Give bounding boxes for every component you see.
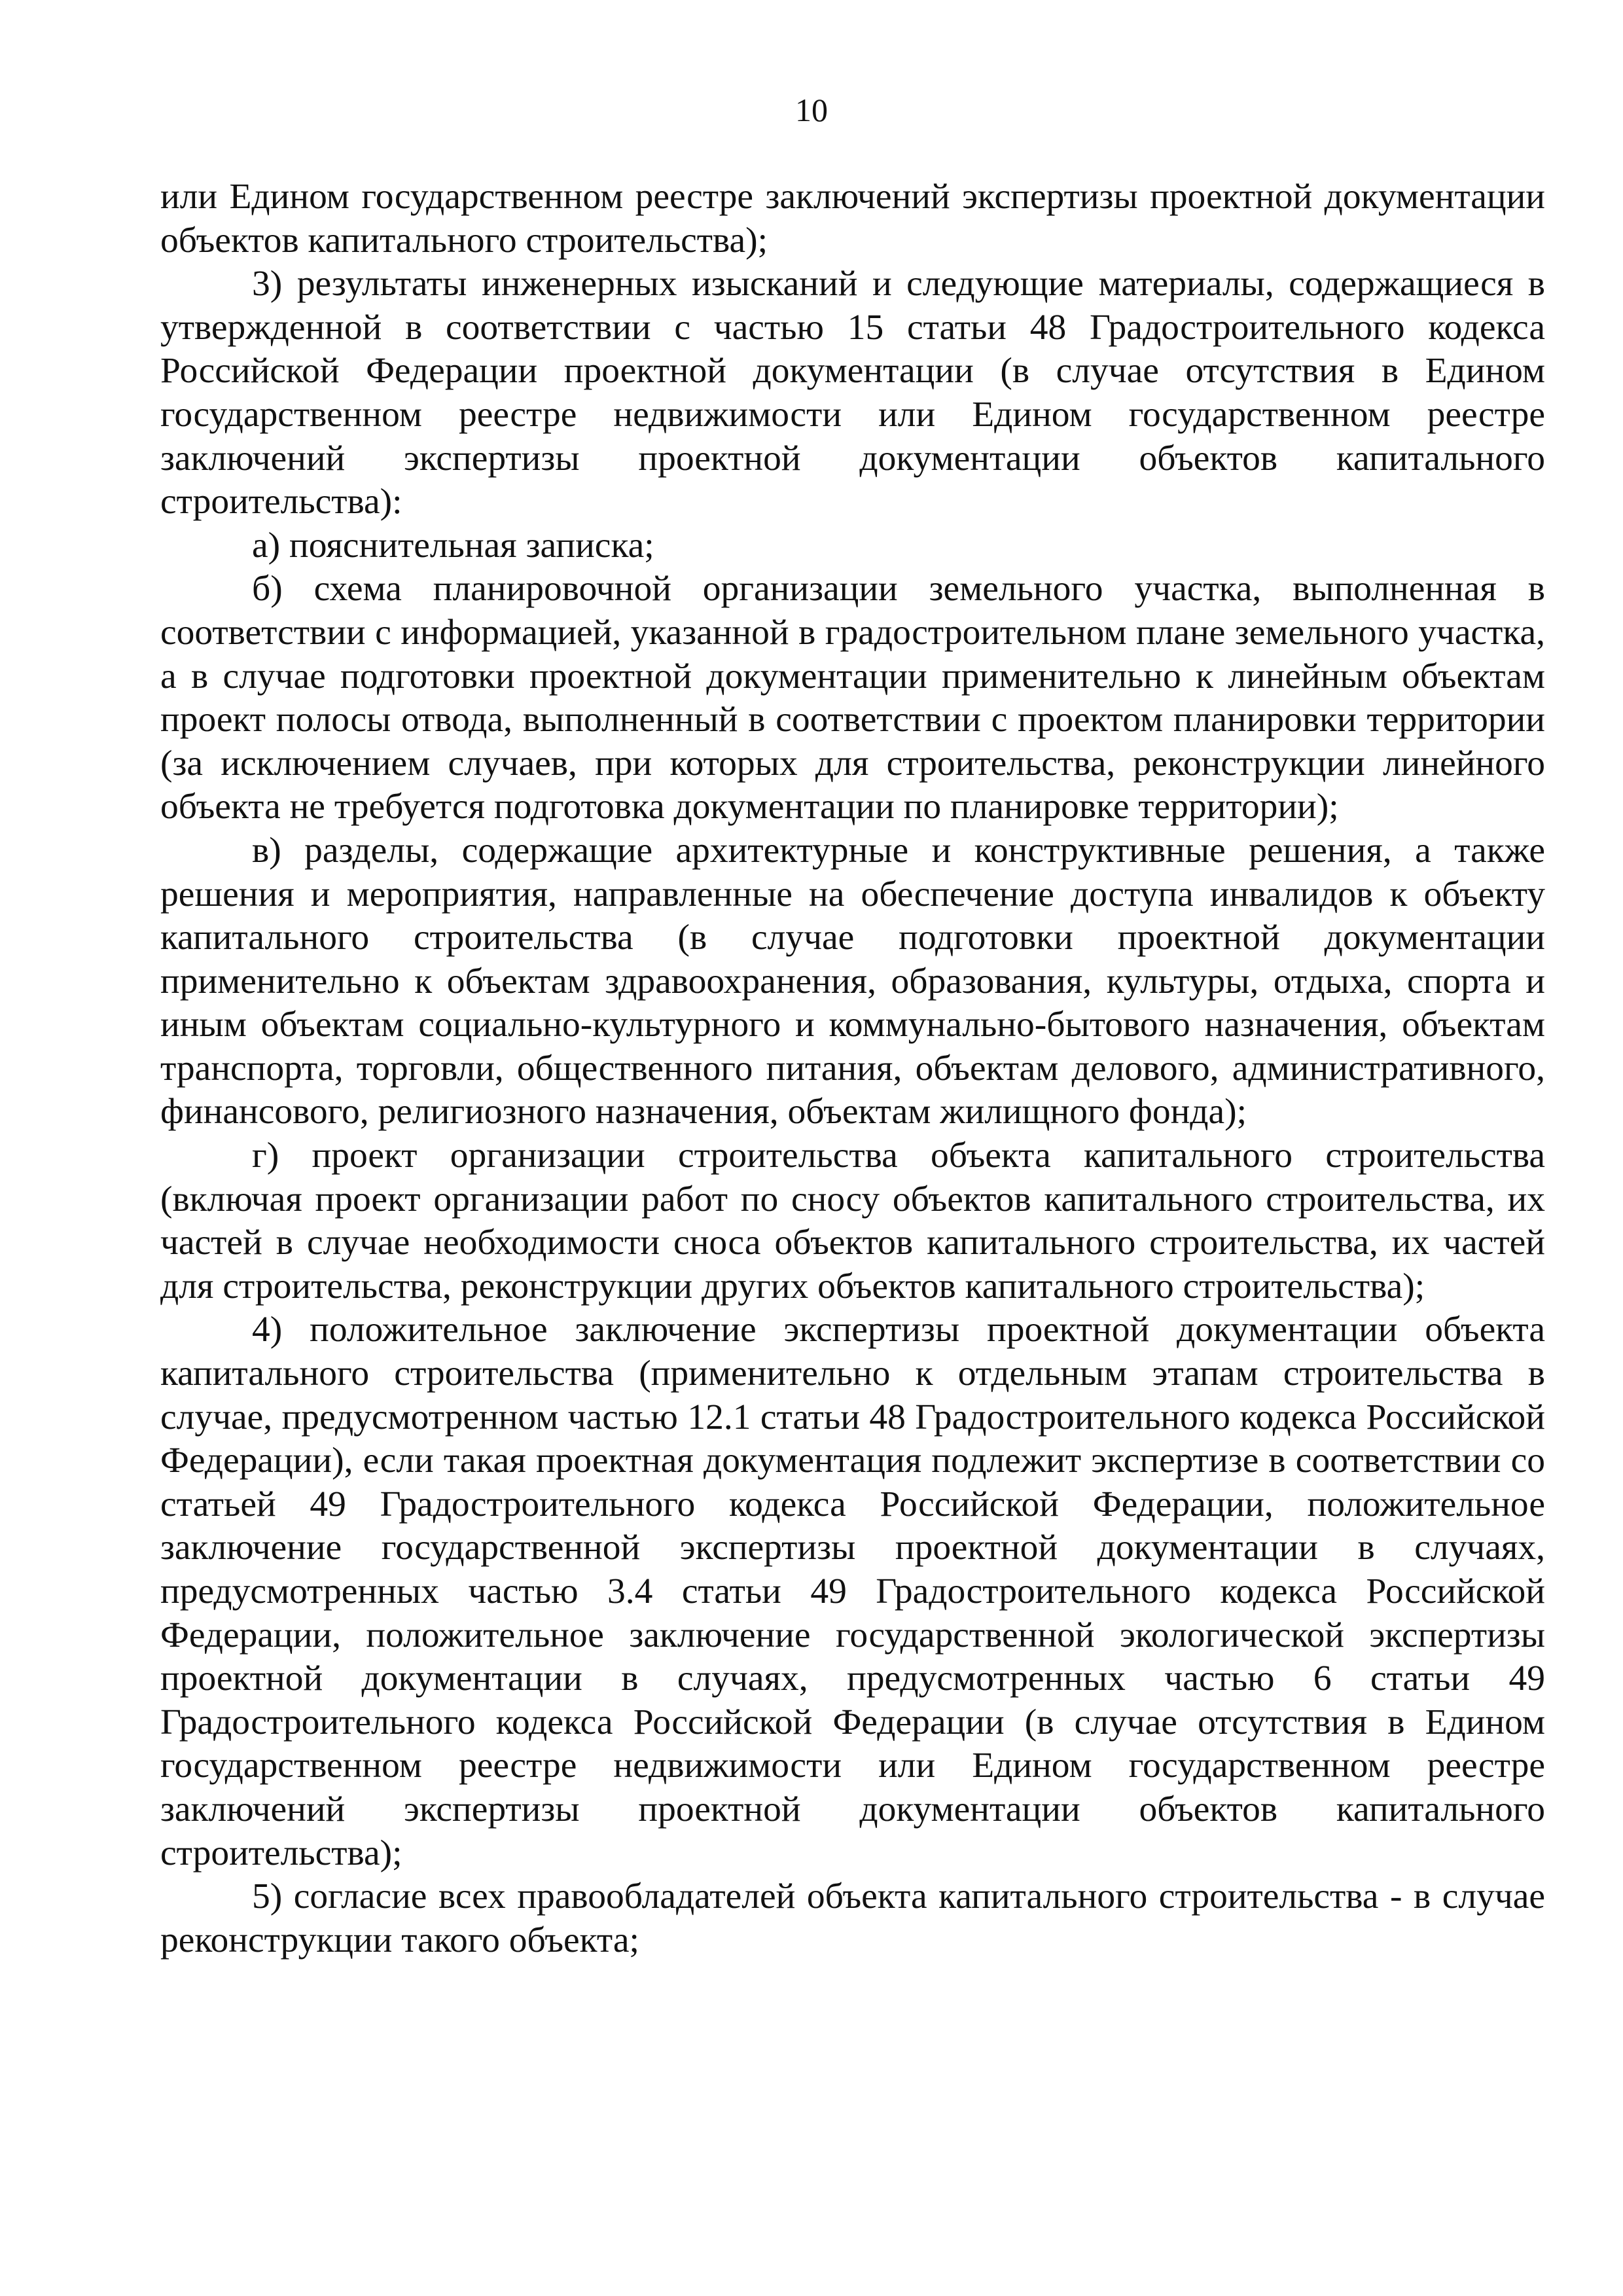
paragraph-item-3b: б) схема планировочной организации земельного участка, выполненная в соответствии с информацией, указанной в градостроительном плане земельного участка, а в случае подготовки проектной документации применительно к линейным объектам проект полосы отвода, выполненный в соответствии с проектом планировки территории (за исключением случаев, при которых для строительства, реконструкции линейного объекта не требуется подготовка документации по планировке территории); bbox=[160, 569, 1545, 827]
paragraph-item-3g: г) проект организации строительства объекта капитального строительства (включая проект организации работ по сносу объектов капитального строительства, их частей в случае необходимости сноса объектов капитального строительства, их частей для строительства, реконструкции других объектов капитального строительства); bbox=[160, 1136, 1545, 1306]
page-number: 10 bbox=[795, 92, 828, 128]
paragraph-continuation: или Едином государственном реестре заключений экспертизы проектной документации объектов капитального строительства); bbox=[160, 177, 1545, 260]
paragraph-item-3a: а) пояснительная записка; bbox=[252, 525, 654, 565]
paragraph-item-5: 5) согласие всех правообладателей объекта капитального строительства - в случае реконструкции такого объекта; bbox=[160, 1876, 1545, 1960]
document-body bbox=[160, 175, 1545, 1962]
paragraph-item-4: 4) положительное заключение экспертизы проектной документации объекта капитального строительства (применительно к отдельным этапам строительства в случае, предусмотренном частью 12.1 статьи 48 Градостроительного кодекса Российской Федерации), если такая проектная документация подлежит экспертизе в соответствии со статьей 49 Градостроительного кодекса Российской Федерации, положительное заключение государственной экспертизы проектной документации в случаях, предусмотренных частью 3.4 статьи 49 Градостроительного кодекса Российской Федерации, положительное заключение государственной экологической экспертизы проектной документации в случаях, предусмотренных частью 6 статьи 49 Градостроительного кодекса Российской Федерации (в случае отсутствия в Едином государственном реестре недвижимости или Едином государственном реестре заключений экспертизы проектной документации объектов капитального строительства); bbox=[160, 1310, 1545, 1873]
paragraph-item-3v: в) разделы, содержащие архитектурные и конструктивные решения, а также решения и мероприятия, направленные на обеспечение доступа инвалидов к объекту капитального строительства (в случае подготовки проектной документации применительно к объектам здравоохранения, образования, культуры, отдыха, спорта и иным объектам социально-культурного и коммунально-бытового назначения, объектам транспорта, торговли, общественного питания, объектам делового, административного, финансового, религиозного назначения, объектам жилищного фонда); bbox=[160, 830, 1545, 1132]
paragraph-item-3: 3) результаты инженерных изысканий и следующие материалы, содержащиеся в утвержденной в соответствии с частью 15 статьи 48 Градостроительного кодекса Российской Федерации проектной документации (в случае отсутствия в Едином государственном реестре недвижимости или Едином государственном реестре заключений экспертизы проектной документации объектов капитального строительства): bbox=[160, 264, 1545, 522]
